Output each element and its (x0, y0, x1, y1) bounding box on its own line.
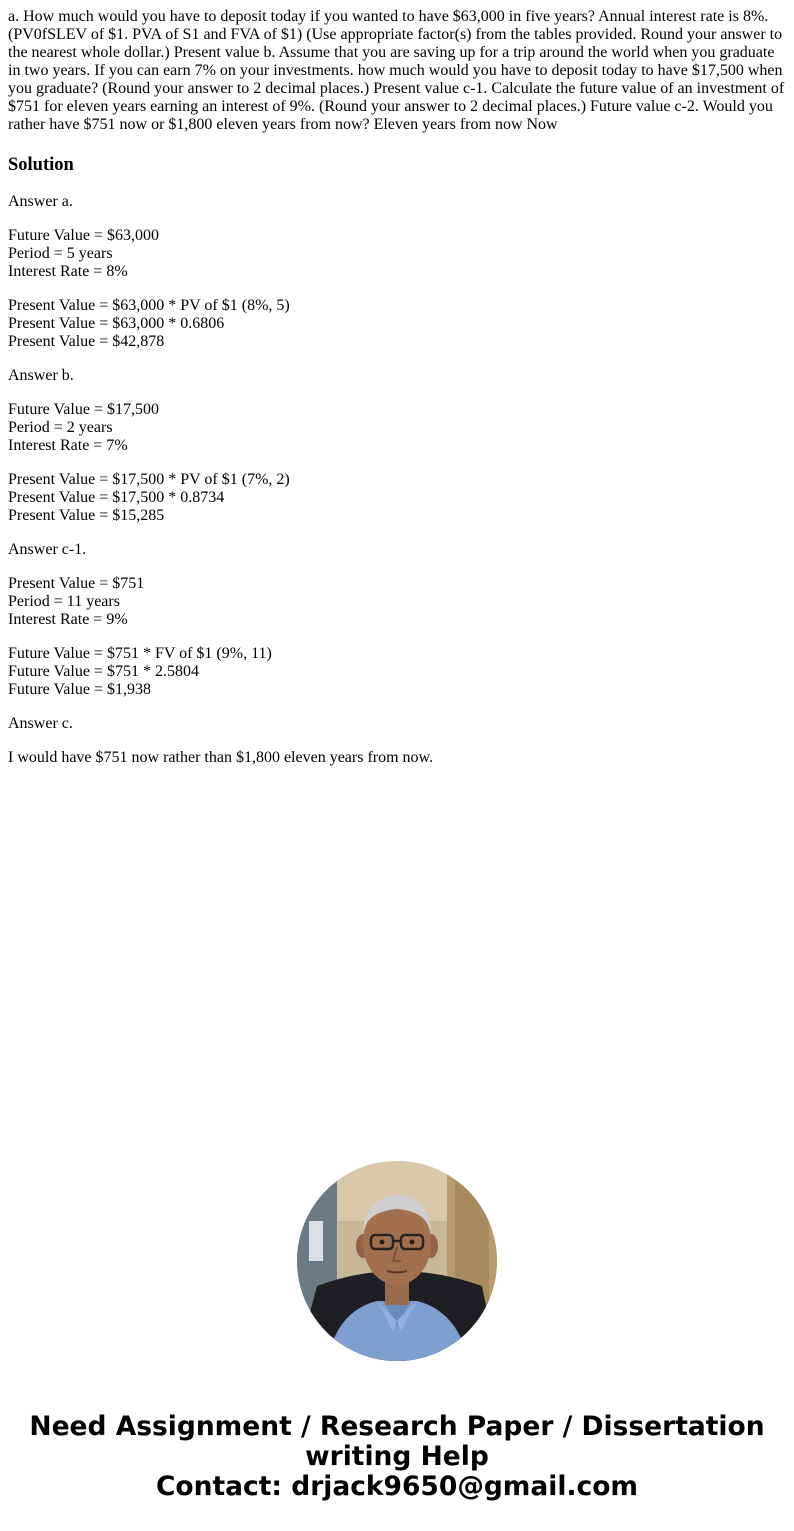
answer-a-given-line: Period = 5 years (8, 245, 113, 262)
answer-b-calc (8, 471, 786, 525)
answer-c1-given-line: Present Value = $751 (8, 575, 145, 592)
promo-contact: Contact: drjack9650@gmail.com (155, 1471, 639, 1502)
answer-c1-given (8, 575, 786, 629)
answer-b-given-line: Interest Rate = 7% (8, 437, 128, 454)
answer-b-given-line: Period = 2 years (8, 419, 113, 436)
answer-b-calc-line: Present Value = $17,500 * PV of $1 (7%, 2) (8, 471, 290, 488)
answer-c-text: I would have $751 now rather than $1,800 eleven years from now. (8, 749, 434, 766)
solution-heading: Solution (8, 155, 74, 175)
answer-a-given-line: Future Value = $63,000 (8, 227, 159, 244)
answer-c-label: Answer c. (8, 715, 73, 732)
answer-b-label: Answer b. (8, 367, 74, 384)
promo-line-1: Need Assignment / Research Paper / Dissertation (29, 1411, 765, 1442)
answer-a-label: Answer a. (8, 193, 73, 210)
answer-b-given-line: Future Value = $17,500 (8, 401, 159, 418)
answer-a-calc-line: Present Value = $63,000 * 0.6806 (8, 315, 225, 332)
answer-b-calc-line: Present Value = $17,500 * 0.8734 (8, 489, 225, 506)
answer-a-given (8, 227, 786, 281)
document-body (0, 8, 794, 767)
answer-c1-label: Answer c-1. (8, 541, 87, 558)
answer-a-given-line: Interest Rate = 8% (8, 263, 128, 280)
answer-a-calc-line: Present Value = $42,878 (8, 333, 165, 350)
answer-b-given (8, 401, 786, 455)
question-text: a. How much would you have to deposit today if you wanted to have $63,000 in five years? Annual interest rate is 8%. (PV0fSLEV of $1. PVA of S1 and FVA of $1) (Use appropriate factor(s) from the tables provided. Round your answer to the nearest whole dollar.) Present value b. Assume that you are saving up for a trip around the world when you graduate in two years. If you can earn 7% on your investments. how much would you have to deposit today to have $17,500 when you graduate? (Round your answer to 2 decimal places.) Present value c-1. Calculate the future value of an investment of $751 for eleven years earning an interest of 9%. (Round your answer to 2 decimal places.) Future value c-2. Would you rather have $751 now or $1,800 eleven years from now? Eleven years from now Now (8, 8, 785, 133)
answer-c1-calc-line: Future Value = $1,938 (8, 681, 151, 698)
promo-banner (0, 1412, 794, 1502)
answer-c1-given-line: Period = 11 years (8, 593, 120, 610)
answer-b-calc-line: Present Value = $15,285 (8, 507, 165, 524)
promo-line-2: writing Help (305, 1441, 489, 1472)
answer-c1-calc-line: Future Value = $751 * 2.5804 (8, 663, 199, 680)
answer-a-calc (8, 297, 786, 351)
answer-c1-calc (8, 645, 786, 699)
answer-a-calc-line: Present Value = $63,000 * PV of $1 (8%, 5) (8, 297, 290, 314)
author-avatar (297, 1161, 497, 1361)
answer-c1-calc-line: Future Value = $751 * FV of $1 (9%, 11) (8, 645, 272, 662)
author-portrait-image (297, 1161, 497, 1361)
answer-c1-given-line: Interest Rate = 9% (8, 611, 128, 628)
